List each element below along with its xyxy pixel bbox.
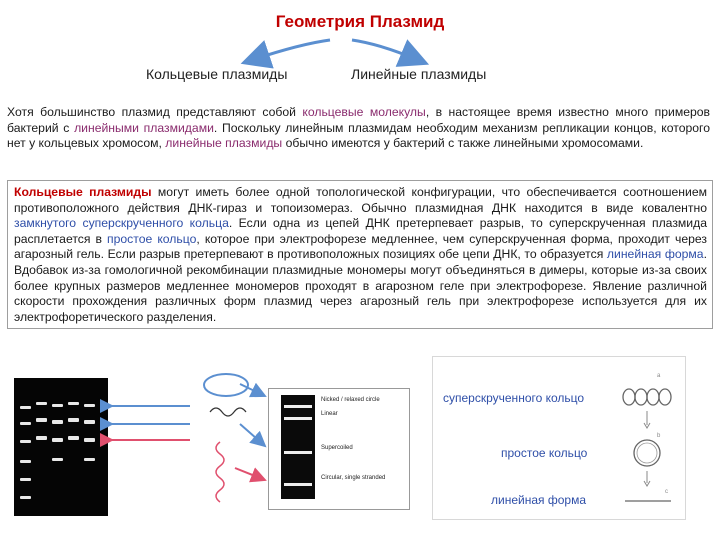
label-simple-ring: простое кольцо — [501, 446, 588, 460]
label-linear: Linear — [321, 411, 338, 417]
svg-text:a: a — [657, 373, 661, 379]
gel-diagram — [268, 388, 410, 510]
forms-connectors — [100, 360, 280, 520]
arrow-to-diagram-mid — [240, 424, 265, 446]
page-title: Геометрия Плазмид — [275, 12, 445, 31]
term-circular-molecules: кольцевые молекулы — [302, 105, 426, 119]
term-linear-plasmids-2: линейные плазмиды — [165, 136, 283, 151]
arrow-left — [252, 40, 330, 60]
plasmid-forms-panel — [432, 356, 686, 520]
label-supercoiled: Supercoiled — [321, 445, 353, 451]
svg-text:c: c — [665, 489, 668, 495]
term-simple-ring: простое кольцо — [107, 231, 197, 246]
term-linear-plasmids: линейными плазмидами — [74, 120, 214, 135]
term-circular-plasmids: Кольцевые плазмиды — [14, 185, 152, 199]
svg-text:b: b — [657, 433, 661, 439]
arrow-right — [352, 40, 418, 60]
label-linear-form: линейная форма — [491, 493, 586, 507]
arrow-to-diagram-low — [235, 468, 265, 480]
paragraph-intro: Хотя большинство плазмид представляют собой кольцевые молекулы, в настоящее время известно много примеров бактерий с линейными плазмидами. Поскольку линейным плазмидам необходим механизм репликации концов, которого нет у кольцевых хромосом, линейные плазмиды обычно имеются у бактерий с также линейными хромосомами. — [7, 105, 711, 151]
simple-ring-icon — [634, 440, 660, 466]
label-circular-single: Circular, single stranded — [321, 475, 386, 481]
pink-squiggle-icon — [216, 442, 224, 502]
forms-illustration — [619, 367, 679, 517]
supercoil-squiggle-icon — [210, 408, 246, 416]
subtitle-circular: Кольцевые плазмиды — [146, 66, 288, 82]
paragraph-topology: Кольцевые плазмиды могут иметь более одной топологической конфигурации, что обеспечивается соотношением противоположного действия ДНК-гираз и топоизомераз. Обычно плазмидная ДНК находится в виде ковалентно замкнутого суперскрученного кольца. Если одна из цепей ДНК претерпевает разрыв, то суперскрученная плазмида расплетается в простое кольцо, которое при электрофорезе медленнее, чем суперскрученная форма, проходит через агарозный гель. Если разрыв претерпевают в противоположных позициях обе цепи ДНК, то образуется линейная форма. Вдобавок из-за гомологичной рекомбинации плазмидные мономеры могут объединяться в димеры, которые из-за своих более крупных размеров медленнее мономеров проходят в агарозном геле при электрофорезе. Явление различной скорости прохождения различных форм плазмид через агарозный гель при электрофорезе используется для их электрофоретического разделения. — [7, 180, 713, 329]
supercoiled-ring-icon — [623, 389, 671, 405]
label-nicked: Nicked / relaxed circle — [321, 397, 380, 403]
label-supercoiled-ring: суперскрученного кольцо — [443, 391, 585, 405]
term-linear-form: линейная форма — [606, 247, 704, 262]
gel-photo — [14, 378, 108, 516]
subtitle-linear: Линейные плазмиды — [351, 66, 487, 82]
term-supercoiled-ring: замкнутого суперскрученного кольца — [14, 216, 229, 231]
